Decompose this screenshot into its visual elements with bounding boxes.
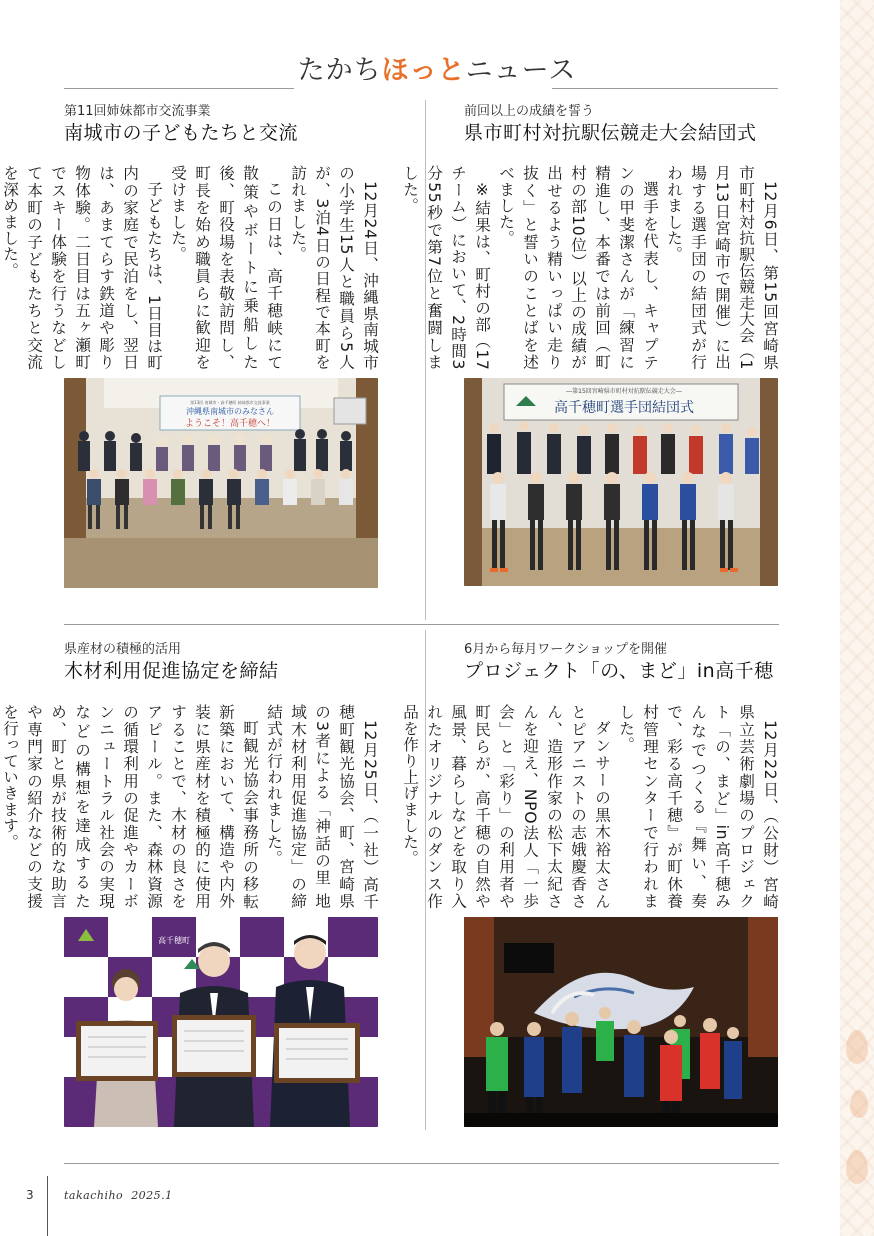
article-paragraph: 選手を代表し、キャプテンの甲斐潔さんが「練習に精進し、本番では前回（町村の部10位）以上の成績が出せるよう精いっぱい走り抜く」と誓いのことばを述べました。 [497,165,659,370]
publication-name: takachiho [64,1189,124,1202]
dance-photo [464,917,778,1127]
article-headline: 南城市の子どもたちと交流 [64,122,299,144]
group-photo-ekiden [464,378,778,586]
decorative-side-strip [840,0,874,1236]
article-paragraph: 12月22日、（公財）宮崎県立芸術劇場のプロジェクト「の、まど」in高千穂みんなでつくる『舞い、奏で、彩る高千穂』が町休養村管理センターで行われました。 [617,704,779,909]
page-footer [0,1176,874,1236]
banner-small-text: ―第15回宮崎県市町村対抗駅伝競走大会― [566,388,682,395]
article-body [401,165,782,370]
footer-publication [64,1189,173,1202]
article-body [1,165,382,370]
group-photo-nanjo [64,378,378,588]
title-rule-right [552,88,778,89]
article-kicker: 県産材の積極的活用 [64,642,182,657]
page-title-accent: ほっと [381,55,466,86]
title-rule-left [64,88,294,89]
article-headline: 県市町村対抗駅伝競走大会結団式 [464,122,757,144]
decorative-petal [846,1030,868,1064]
article-paragraph: 12月24日、沖縄県南城市の小学生15人と職員ら5人が、3泊4日の日程で本町を訪れました。 [289,165,379,370]
article-body [401,704,782,909]
article-headline: プロジェクト「の、まど」in高千穂 [464,660,774,682]
page-title-prefix: たかち [297,55,382,86]
article-kicker: 前回以上の成績を誓う [464,104,595,119]
footer-divider [64,1163,779,1164]
article-paragraph: 町観光協会事務所の移転新築において、構造や内外装に県産材を積極的に使用することで、木材の良さをアピール。また、森林資源の循環利用の促進やカーボンニュートラル社会の実現などの構想を達成するため、町と県が技術的な助言や専門家の紹介などの支援を行っていきます。 [1,704,259,909]
decorative-petal [850,1090,868,1118]
article-body [1,704,382,909]
article-kicker: 6月から毎月ワークショップを開催 [464,642,668,657]
banner-main-text: 沖縄県南城市のみなさん [186,407,274,416]
article-paragraph: 12月6日、第15回宮崎県市町村対抗駅伝競走大会（1月13日宮崎市で開催）に出場する選手団の結団式が行われました。 [665,165,779,370]
footer-bar [47,1176,48,1236]
page-title [0,48,874,84]
agreement-photo [64,917,378,1127]
page-number: 3 [26,1188,34,1202]
banner-main-text: 高千穂町選手団結団式 [554,400,694,416]
article-kicker: 第11回姉妹都市交流事業 [64,104,211,119]
article-paragraph: ダンサーの黒木裕太さんとピアニストの志娥慶香さん、造形作家の松下太紀さんを迎え、NPO法人「一歩会」と「彩り」の利用者や町民らが、高千穂の自然や風景、暮らしなどを取り入れたオリジナルのダンス作品を作り上げました。 [401,704,611,909]
row-divider [64,624,779,625]
page-title-suffix: ニュース [465,55,577,86]
article-paragraph: 子どもたちは、1日目は町内の家庭で民泊をし、翌日は、あまてらす鉄道や彫り物体験。二日目は五ヶ瀬町でスキー体験を行うなどして本町の子どもたちと交流を深めました。 [1,165,163,370]
article-paragraph: この日は、高千穂峡にて散策やボートに乗船した後、町役場を表敬訪問し、町長を始め職員らに歓迎を受けました。 [169,165,283,370]
publication-issue: 2025.1 [131,1189,173,1202]
article-paragraph: 12月25日、（一社）高千穂町観光協会、町、宮崎県の3者による「神話の里 地域木材利用促進協定」の締結式が行われました。 [265,704,379,909]
backdrop-text: 高千穂町 [158,936,190,945]
article-paragraph: ※結果は、町村の部（17チーム）において、2時間3分55秒で第7位と奮闘しました。 [401,165,491,370]
banner-small-text: 第13回 南城市・高千穂町 姉妹都市交流事業 [190,400,270,405]
banner-sub-text: ようこそ！高千穂へ！ [184,419,276,429]
article-headline: 木材利用促進協定を締結 [64,660,279,682]
